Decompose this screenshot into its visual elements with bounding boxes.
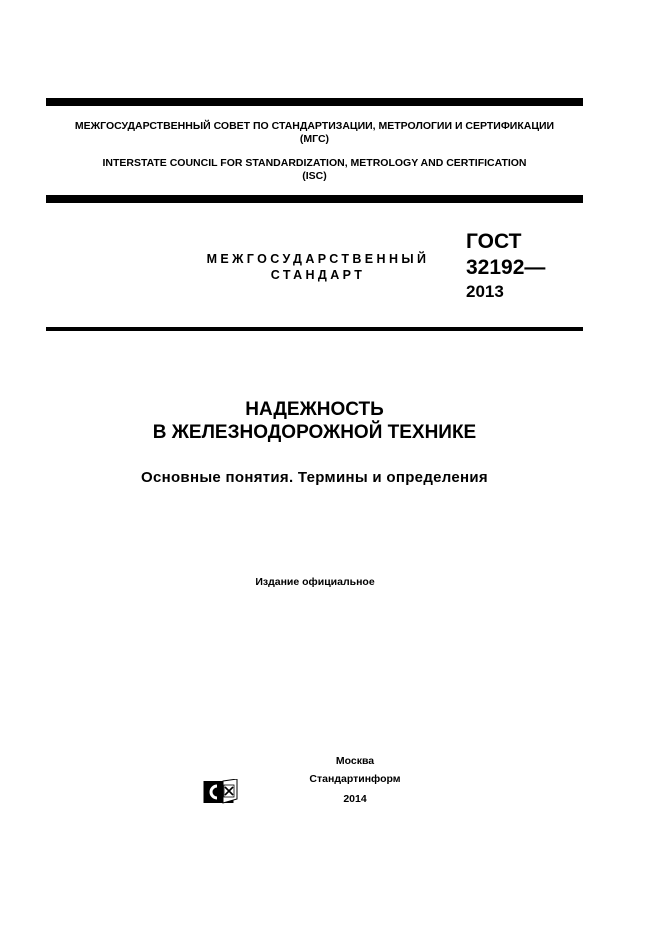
publisher-name: Стандартинформ (309, 773, 401, 785)
standard-label-line1: МЕЖГОСУДАРСТВЕННЫЙ (206, 252, 430, 266)
standartinform-logo-icon (203, 779, 238, 804)
council-abbr-en: (ISC) (302, 170, 327, 182)
standard-label-line2: СТАНДАРТ (270, 268, 366, 282)
publisher-year: 2014 (343, 793, 367, 805)
publisher-city: Москва (335, 755, 375, 767)
document-subtitle: Основные понятия. Термины и определения (141, 469, 488, 486)
council-abbr-ru: (МГС) (299, 133, 330, 145)
edition-label: Издание официальное (255, 576, 375, 588)
gost-number: 32192— (466, 256, 546, 279)
top-rule (46, 98, 583, 106)
gost-year: 2013 (466, 282, 504, 301)
designation-bottom-rule (46, 327, 583, 331)
document-title-line2: В ЖЕЛЕЗНОДОРОЖНОЙ ТЕХНИКЕ (152, 422, 477, 443)
header-bottom-rule (46, 195, 583, 203)
document-title-line1: НАДЕЖНОСТЬ (245, 399, 384, 420)
council-name-en: INTERSTATE COUNCIL FOR STANDARDIZATION, METROLOGY AND CERTIFICATION (102, 157, 527, 169)
gost-label: ГОСТ (466, 230, 522, 253)
council-name-ru: МЕЖГОСУДАРСТВЕННЫЙ СОВЕТ ПО СТАНДАРТИЗАЦИИ, МЕТРОЛОГИИ И СЕРТИФИКАЦИИ (74, 120, 555, 132)
